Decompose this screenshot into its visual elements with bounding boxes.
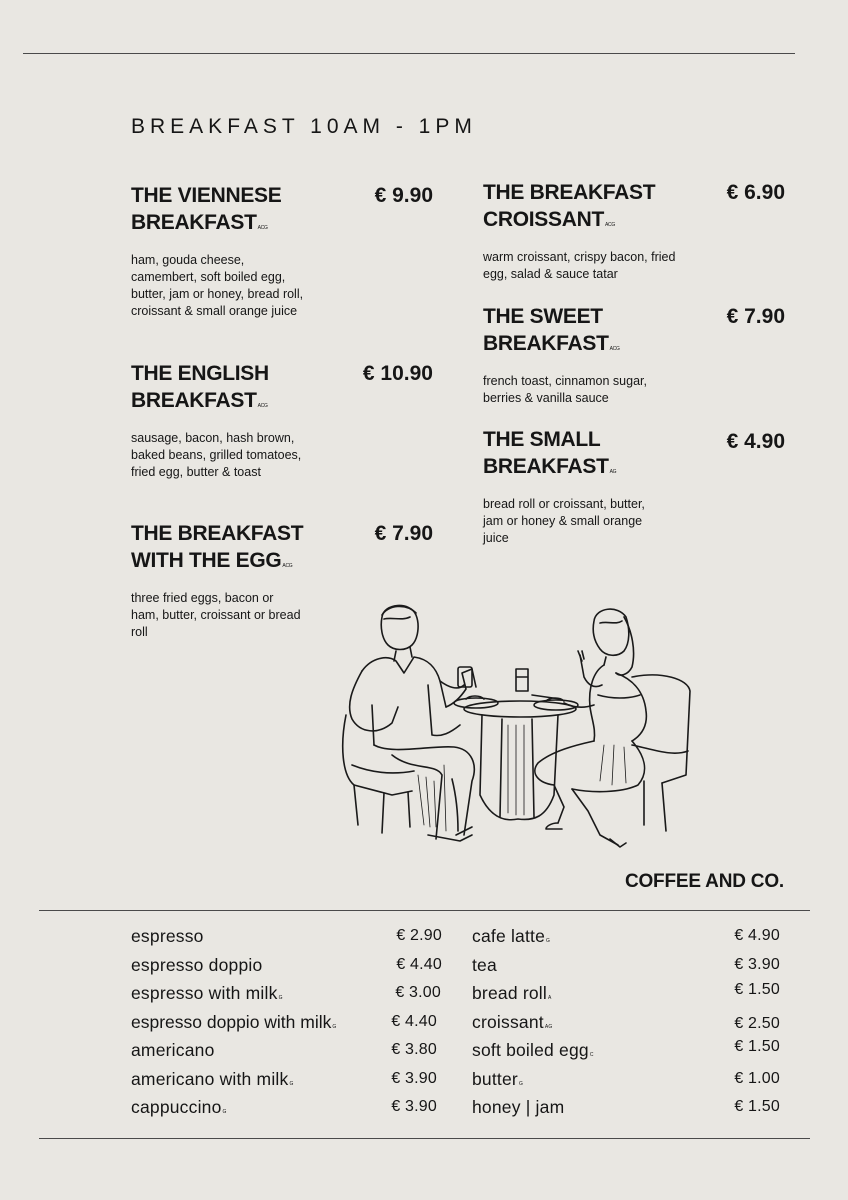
drink-name: americano [131,1040,215,1060]
item-price: € 7.90 [726,305,785,328]
list-item [131,1012,442,1041]
item-price: € 6.90 [726,181,785,204]
drink-price: € 3.90 [391,1069,437,1087]
drink-name: bread rollA [472,983,552,1003]
item-name: THE SWEET BREAKFASTACG [483,305,620,355]
allergen-codes: ACG [257,403,268,409]
list-item [472,926,780,955]
drink-name: croissantAG [472,1011,553,1032]
allergen-codes: ACG [609,346,620,352]
drink-price: € 2.90 [396,927,442,944]
drink-name: cappuccinoG [131,1097,227,1117]
drink-price: € 4.40 [391,1012,437,1030]
breakfast-item-croissant [483,179,785,283]
item-price: € 4.90 [726,430,785,453]
allergen-codes: ACG [604,222,615,228]
drink-price: € 3.90 [391,1098,437,1115]
drink-price: € 2.50 [734,1014,780,1032]
item-description: ham, gouda cheese, camembert, soft boiled egg, butter, jam or honey, bread roll, croissant & small orange juice [131,253,304,318]
drink-price: € 1.00 [734,1069,780,1087]
top-divider [23,53,795,54]
list-item [472,983,780,1012]
drink-name: butterG [472,1068,524,1089]
drink-name: honey | jam [472,1097,565,1117]
drink-name: cafe latteG [472,926,551,946]
couple-at-cafe-table-illustration-icon [332,595,694,856]
drink-name: tea [472,954,497,975]
drink-name: espresso [131,926,204,946]
drink-price: € 4.40 [396,955,442,973]
drink-price: € 3.90 [734,955,780,973]
item-description: bread roll or croissant, butter, jam or honey & small orange juice [483,497,645,545]
item-name: THE BREAKFAST CROISSANTACG [483,181,656,231]
list-item [131,1097,442,1126]
item-price: € 7.90 [374,522,433,545]
drink-price: € 4.90 [734,927,780,944]
breakfast-item-english [131,360,433,481]
item-name: THE SMALL BREAKFASTAG [483,428,617,478]
item-description: sausage, bacon, hash brown, baked beans, grilled tomatoes, fried egg, butter & toast [131,431,302,479]
item-price: € 10.90 [362,362,433,385]
drink-name: espresso doppio with milkG [131,1011,337,1032]
list-item [472,1040,780,1069]
breakfast-item-sweet [483,303,785,407]
allergen-codes: AG [609,469,617,475]
item-name: THE BREAKFAST WITH THE EGGACG [131,522,304,572]
list-item [131,1069,442,1098]
item-price: € 9.90 [374,184,433,207]
allergen-codes: ACG [282,563,293,569]
list-item [131,1040,442,1069]
coffee-top-divider [39,910,810,911]
bottom-divider [39,1138,810,1139]
breakfast-item-small [483,426,785,547]
allergen-codes: ACG [257,225,268,231]
item-name: THE ENGLISH BREAKFASTACG [131,362,269,412]
drink-name: espresso with milkG [131,983,283,1003]
item-description: french toast, cinnamon sugar, berries & vanilla sauce [483,374,647,405]
drink-price: € 3.00 [395,984,441,1001]
item-description: warm croissant, crispy bacon, fried egg, salad & sauce tatar [483,250,676,281]
list-item [472,1012,780,1041]
list-item [131,955,442,984]
drink-price: € 1.50 [734,1098,780,1115]
item-description: three fried eggs, bacon or ham, butter, croissant or bread roll [131,591,301,639]
drink-price: € 3.80 [391,1041,437,1058]
coffee-section-title: COFFEE AND CO. [624,871,784,892]
item-name: THE VIENNESE BREAKFASTACG [131,184,282,234]
list-item [472,955,780,984]
list-item [472,1069,780,1098]
drink-price: € 1.50 [734,981,780,998]
drinks-list-left [131,926,442,1126]
breakfast-section-title: BREAKFAST 10AM - 1PM [131,115,477,138]
list-item [131,983,442,1012]
breakfast-item-viennese [131,182,433,320]
list-item [472,1097,780,1126]
drink-name: soft boiled eggC [472,1040,594,1060]
drink-price: € 1.50 [734,1038,780,1055]
list-item [131,926,442,955]
drink-name: americano with milkG [131,1068,294,1089]
drink-name: espresso doppio [131,954,263,975]
drinks-list-right [472,926,780,1126]
